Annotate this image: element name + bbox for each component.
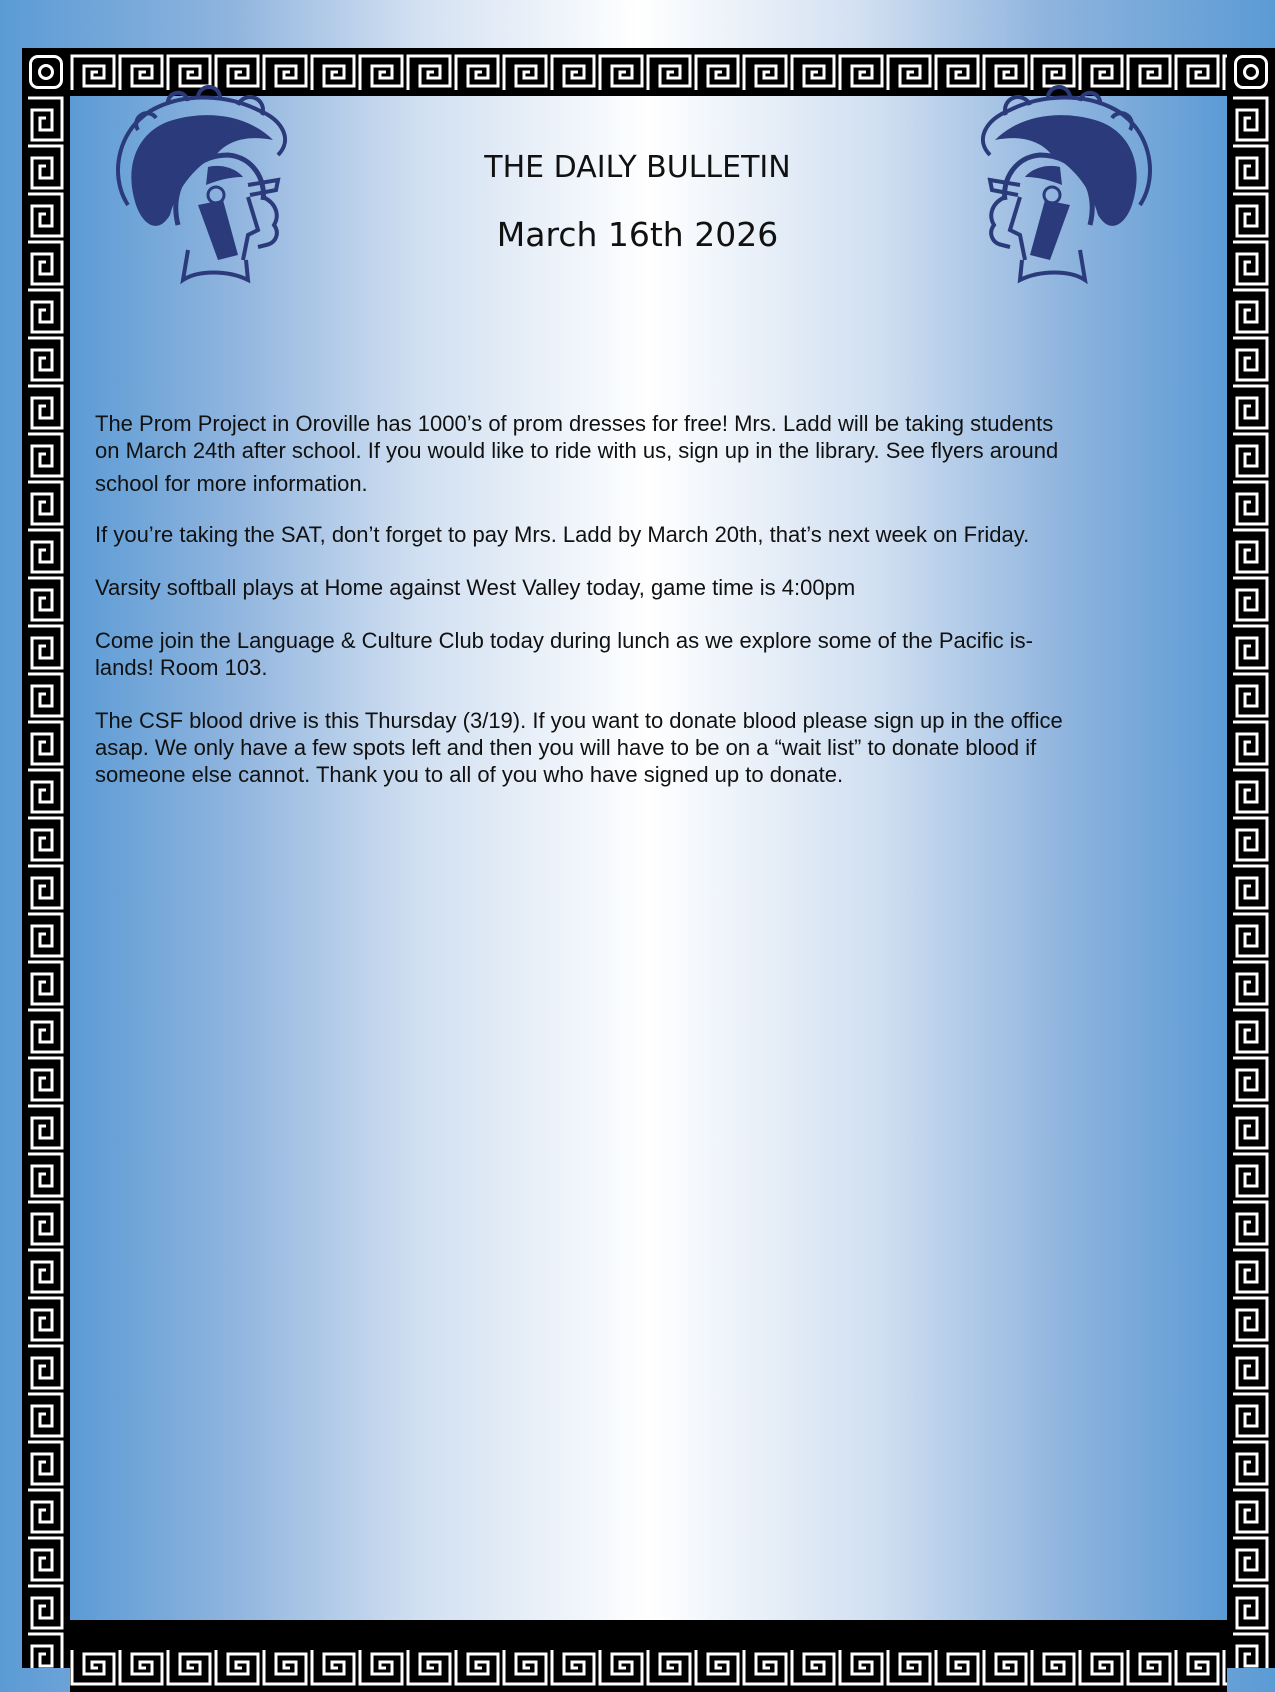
trojan-helmet-logo-icon	[98, 85, 308, 295]
border-right	[1227, 96, 1275, 1668]
announcement-language-club: Come join the Language & Culture Club today during lunch as we explore some of the Pacific is- lands! Room 103.	[95, 628, 1033, 680]
bulletin-date: March 16th 2026	[496, 215, 779, 254]
corner-ornament-icon	[1228, 49, 1274, 95]
page-body	[70, 96, 1227, 1620]
corner-ornament-icon	[23, 49, 69, 95]
trojan-helmet-logo-icon	[960, 85, 1170, 295]
border-bottom	[70, 1644, 1227, 1692]
announcements-list	[95, 410, 1210, 814]
announcement-sat: If you’re taking the SAT, don’t forget to pay Mrs. Ladd by March 20th, that’s next week on Friday.	[95, 522, 1030, 547]
border-left	[22, 96, 70, 1668]
page-title: THE DAILY BULLETIN	[484, 150, 791, 185]
announcement-prom-project: The Prom Project in Oroville has 1000’s of prom dresses for free! Mrs. Ladd will be taking students on March 24th after school. If you would like to ride with us, sign up in the library. See flyers around school for more information.	[95, 411, 1059, 496]
announcement-softball: Varsity softball plays at Home against West Valley today, game time is 4:00pm	[95, 575, 856, 600]
announcement-blood-drive: The CSF blood drive is this Thursday (3/19). If you want to donate blood please sign up in the office asap. We only have a few spots left and then you will have to be on a “wait list” to donate blood if someone else cannot. Thank you to all of you who have signed up to donate.	[95, 708, 1063, 787]
